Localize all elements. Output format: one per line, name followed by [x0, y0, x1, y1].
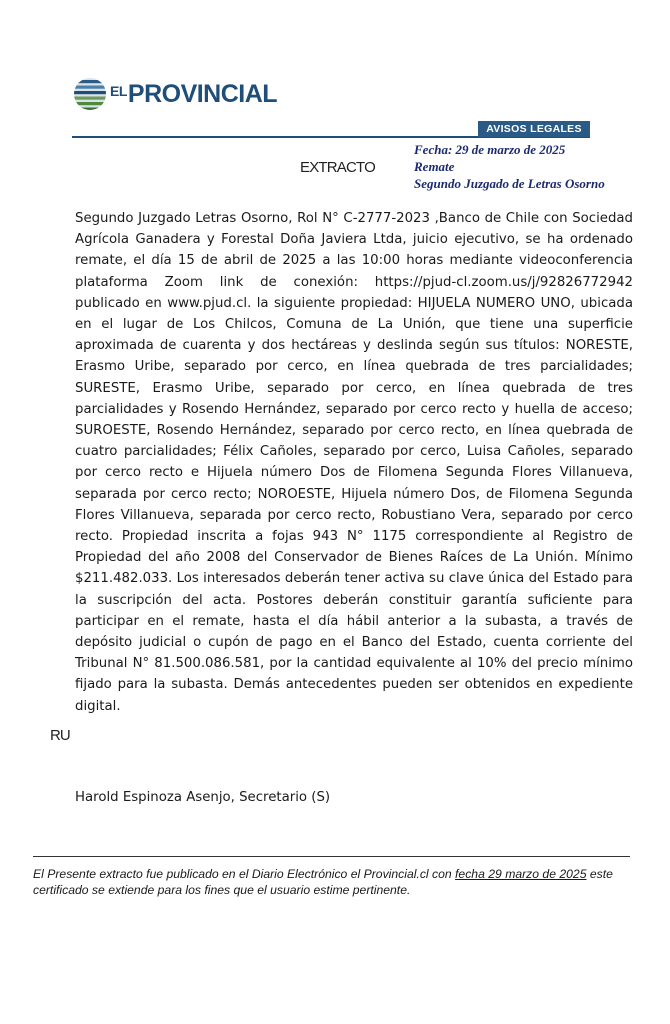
notice-date: Fecha: 29 de marzo de 2025: [414, 142, 566, 157]
globe-logo-icon: [72, 76, 108, 112]
brand-name: [110, 80, 277, 109]
footer-rule: [33, 856, 630, 857]
notice-type: Remate: [414, 159, 455, 174]
footer-text-after: este certificado se extiende para los fines que el usuario estime pertinente.: [33, 867, 613, 897]
footer-text-before: El Presente extracto fue publicado en el Diario Electrónico el Provincial.cl con: [33, 867, 456, 881]
footer-date-link: fecha 29 marzo de 2025: [455, 867, 587, 881]
margin-fragment: RU: [50, 727, 70, 744]
document-title: EXTRACTO: [300, 159, 376, 176]
brand-prefix: EL: [110, 82, 127, 99]
notice-court: Segundo Juzgado de Letras Osorno: [414, 176, 605, 191]
notice-meta: [414, 141, 605, 192]
logo: [72, 76, 277, 112]
notice-body: Segundo Juzgado Letras Osorno, Rol N° C-2777-2023 ,Banco de Chile con Sociedad Agrícola Ganadera y Forestal Doña Javiera Ltda, juicio ejecutivo, se ha ordenado remate, el día 15 de abril de 2025 a las 10:00 horas mediante videoconferencia plataforma Zoom link de conexión: https://pjud-cl.zoom.us/j/92826772942 publicado en www.pjud.cl. la siguiente propiedad: HIJUELA NUMERO UNO, ubicada en el lugar de Los Chilcos, Comuna de La Unión, que tiene una superficie aproximada de cuarenta y dos hectáreas y deslinda según sus títulos: NORESTE, Erasmo Uribe, separado por cerco, en línea quebrada de tres parcialidades; SURESTE, Erasmo Uribe, separado por cerco, en línea quebrada de tres parcialidades y Rosendo Hernández, separado por cerco recto y huella de acceso; SUROESTE, Rosendo Hernández, separado por cerco recto, en línea quebrada de cuatro parcialidades; Félix Cañoles, separado por cerco, Luisa Cañoles, separado por cerco recto e Hijuela número Dos de Filomena Segunda Flores Villanueva, separada por cerco recto; NOROESTE, Hijuela número Dos, de Filomena Segunda Flores Villanueva, separada por cerco recto, Robustiano Vera, separado por cerco recto. Propiedad inscrita a fojas 943 N° 1175 correspondiente al Registro de Propiedad del año 2008 del Conservador de Bienes Raíces de La Unión. Mínimo $211.482.033. Los interesados deberán tener activa su clave única del Estado para la suscripción del acta. Postores deberán constituir garantía suficiente para participar en el remate, hasta el día hábil anterior a la subasta, a través de depósito judicial o cupón de pago en el Banco del Estado, cuenta corriente del Tribunal N° 81.500.086.581, por la cantidad equivalente al 10% del precio mínimo fijado para la subasta. Demás antecedentes pueden ser obtenidos en expediente digital.: [75, 211, 633, 714]
brand-main: PROVINCIAL: [127, 79, 278, 108]
section-badge: AVISOS LEGALES: [478, 121, 590, 137]
footer-certificate: [33, 866, 633, 898]
signature: Harold Espinoza Asenjo, Secretario (S): [75, 790, 331, 805]
